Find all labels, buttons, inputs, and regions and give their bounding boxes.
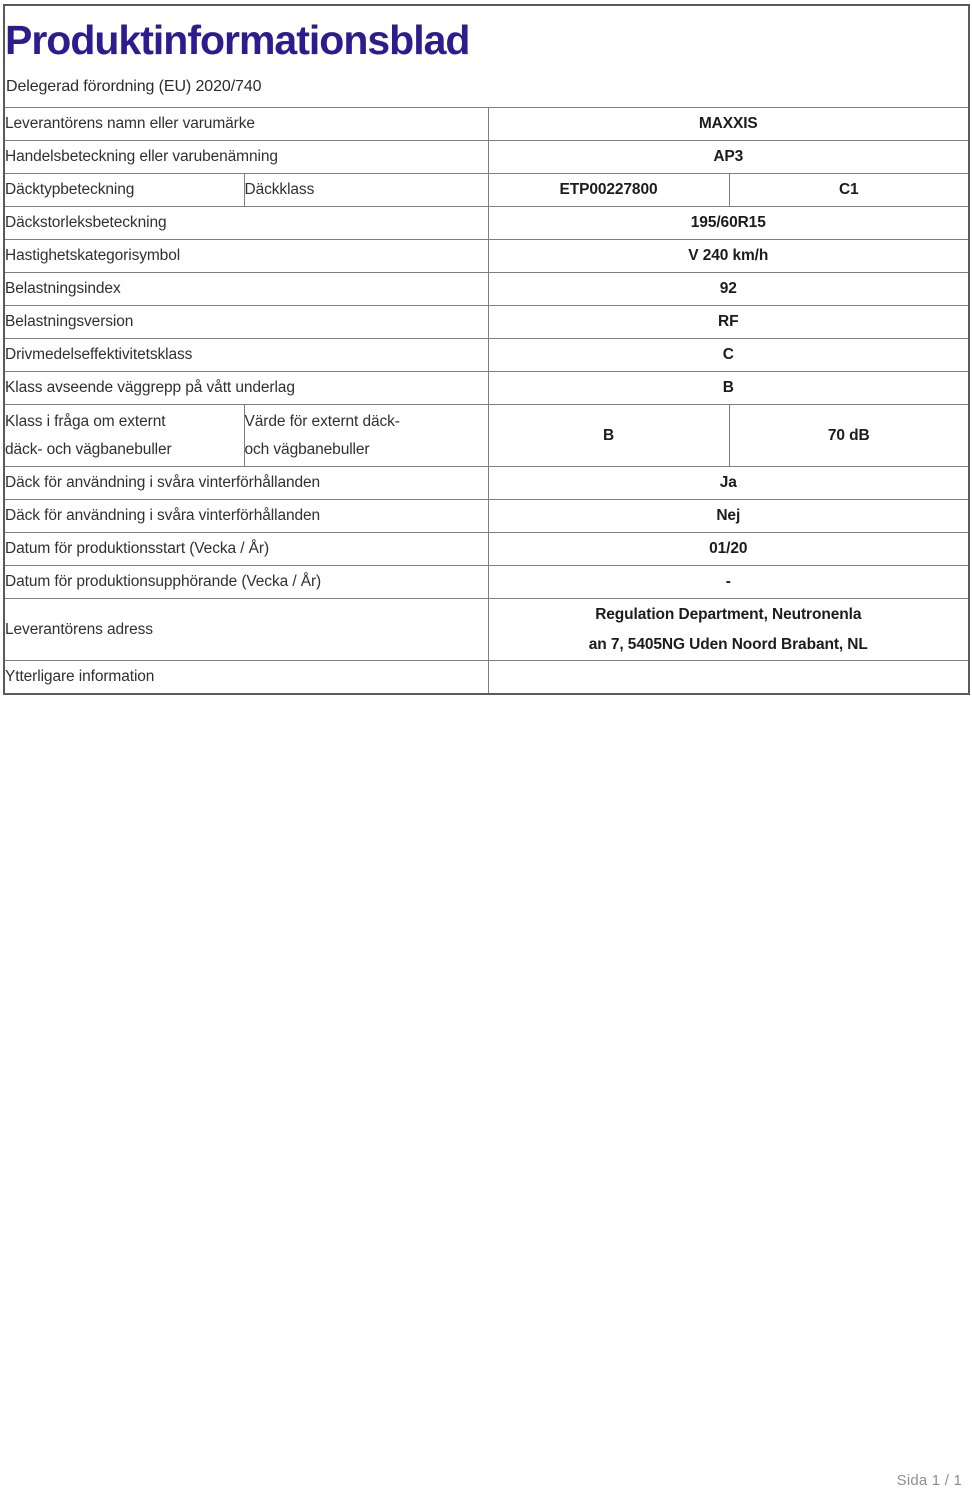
row-label-speed-category: Hastighetskategorisymbol [4, 240, 488, 273]
row-value-tyre-size: 195/60R15 [488, 207, 969, 240]
row-value-tyre-class: C1 [729, 174, 969, 207]
noise-class-label-line1: Klass i fråga om externt [5, 412, 166, 430]
supplier-address-line1: Regulation Department, Neutronenla [595, 605, 862, 623]
row-value-production-start: 01/20 [488, 533, 969, 566]
row-value-load-version: RF [488, 306, 969, 339]
table-row [4, 599, 969, 661]
row-value-severe-snow: Ja [488, 467, 969, 500]
table-row [4, 533, 969, 566]
row-label-tyre-type: Däcktypbeteckning [4, 174, 244, 207]
row-value-supplier-address [488, 599, 969, 661]
row-value-tyre-type: ETP00227800 [488, 174, 729, 207]
table-row [4, 306, 969, 339]
table-row [4, 661, 969, 694]
row-label-noise-class [4, 405, 244, 467]
row-label-severe-snow-2: Däck för användning i svåra vinterförhållanden [4, 500, 488, 533]
table-row [4, 240, 969, 273]
title-row [4, 5, 969, 108]
noise-value-label-line1: Värde för externt däck- [244, 412, 400, 430]
title-cell [4, 5, 969, 108]
row-label-production-end: Datum för produktionsupphörande (Vecka / År) [4, 566, 488, 599]
table-row [4, 207, 969, 240]
row-label-load-index: Belastningsindex [4, 273, 488, 306]
noise-value-label-line2: och vägbanebuller [244, 440, 370, 458]
row-label-supplier-address: Leverantörens adress [4, 599, 488, 661]
row-value-supplier-name: MAXXIS [488, 108, 969, 141]
table-row [4, 141, 969, 174]
row-value-wet-grip: B [488, 372, 969, 405]
table-row [4, 500, 969, 533]
row-label-trade-name: Handelsbeteckning eller varubenämning [4, 141, 488, 174]
table-row [4, 108, 969, 141]
table-row [4, 339, 969, 372]
row-value-additional-info [488, 661, 969, 694]
row-label-noise-value [244, 405, 488, 467]
row-label-load-version: Belastningsversion [4, 306, 488, 339]
row-label-supplier-name: Leverantörens namn eller varumärke [4, 108, 488, 141]
supplier-address-line2: an 7, 5405NG Uden Noord Brabant, NL [588, 635, 868, 653]
table-row [4, 467, 969, 500]
row-value-load-index: 92 [488, 273, 969, 306]
table-row [4, 566, 969, 599]
row-value-fuel-efficiency: C [488, 339, 969, 372]
row-value-trade-name: AP3 [488, 141, 969, 174]
table-row [4, 174, 969, 207]
product-info-table [3, 4, 970, 695]
table-row [4, 405, 969, 467]
row-label-tyre-class: Däckklass [244, 174, 488, 207]
row-label-additional-info: Ytterligare information [4, 661, 488, 694]
table-row [4, 273, 969, 306]
row-value-severe-snow-2: Nej [488, 500, 969, 533]
table-row [4, 372, 969, 405]
row-value-noise-db: 70 dB [729, 405, 969, 467]
page-title: Produktinformationsblad [5, 17, 470, 64]
row-value-production-end: - [488, 566, 969, 599]
regulation-subtitle: Delegerad förordning (EU) 2020/740 [6, 77, 262, 95]
noise-class-label-line2: däck- och vägbanebuller [5, 440, 172, 458]
page-number: Sida 1 / 1 [896, 1472, 962, 1489]
row-label-fuel-efficiency: Drivmedelseffektivitetsklass [4, 339, 488, 372]
row-label-production-start: Datum för produktionsstart (Vecka / År) [4, 533, 488, 566]
row-label-wet-grip: Klass avseende väggrepp på vått underlag [4, 372, 488, 405]
row-label-tyre-size: Däckstorleksbeteckning [4, 207, 488, 240]
row-value-noise-class: B [488, 405, 729, 467]
row-value-speed-category: V 240 km/h [488, 240, 969, 273]
row-label-severe-snow: Däck för användning i svåra vinterförhållanden [4, 467, 488, 500]
